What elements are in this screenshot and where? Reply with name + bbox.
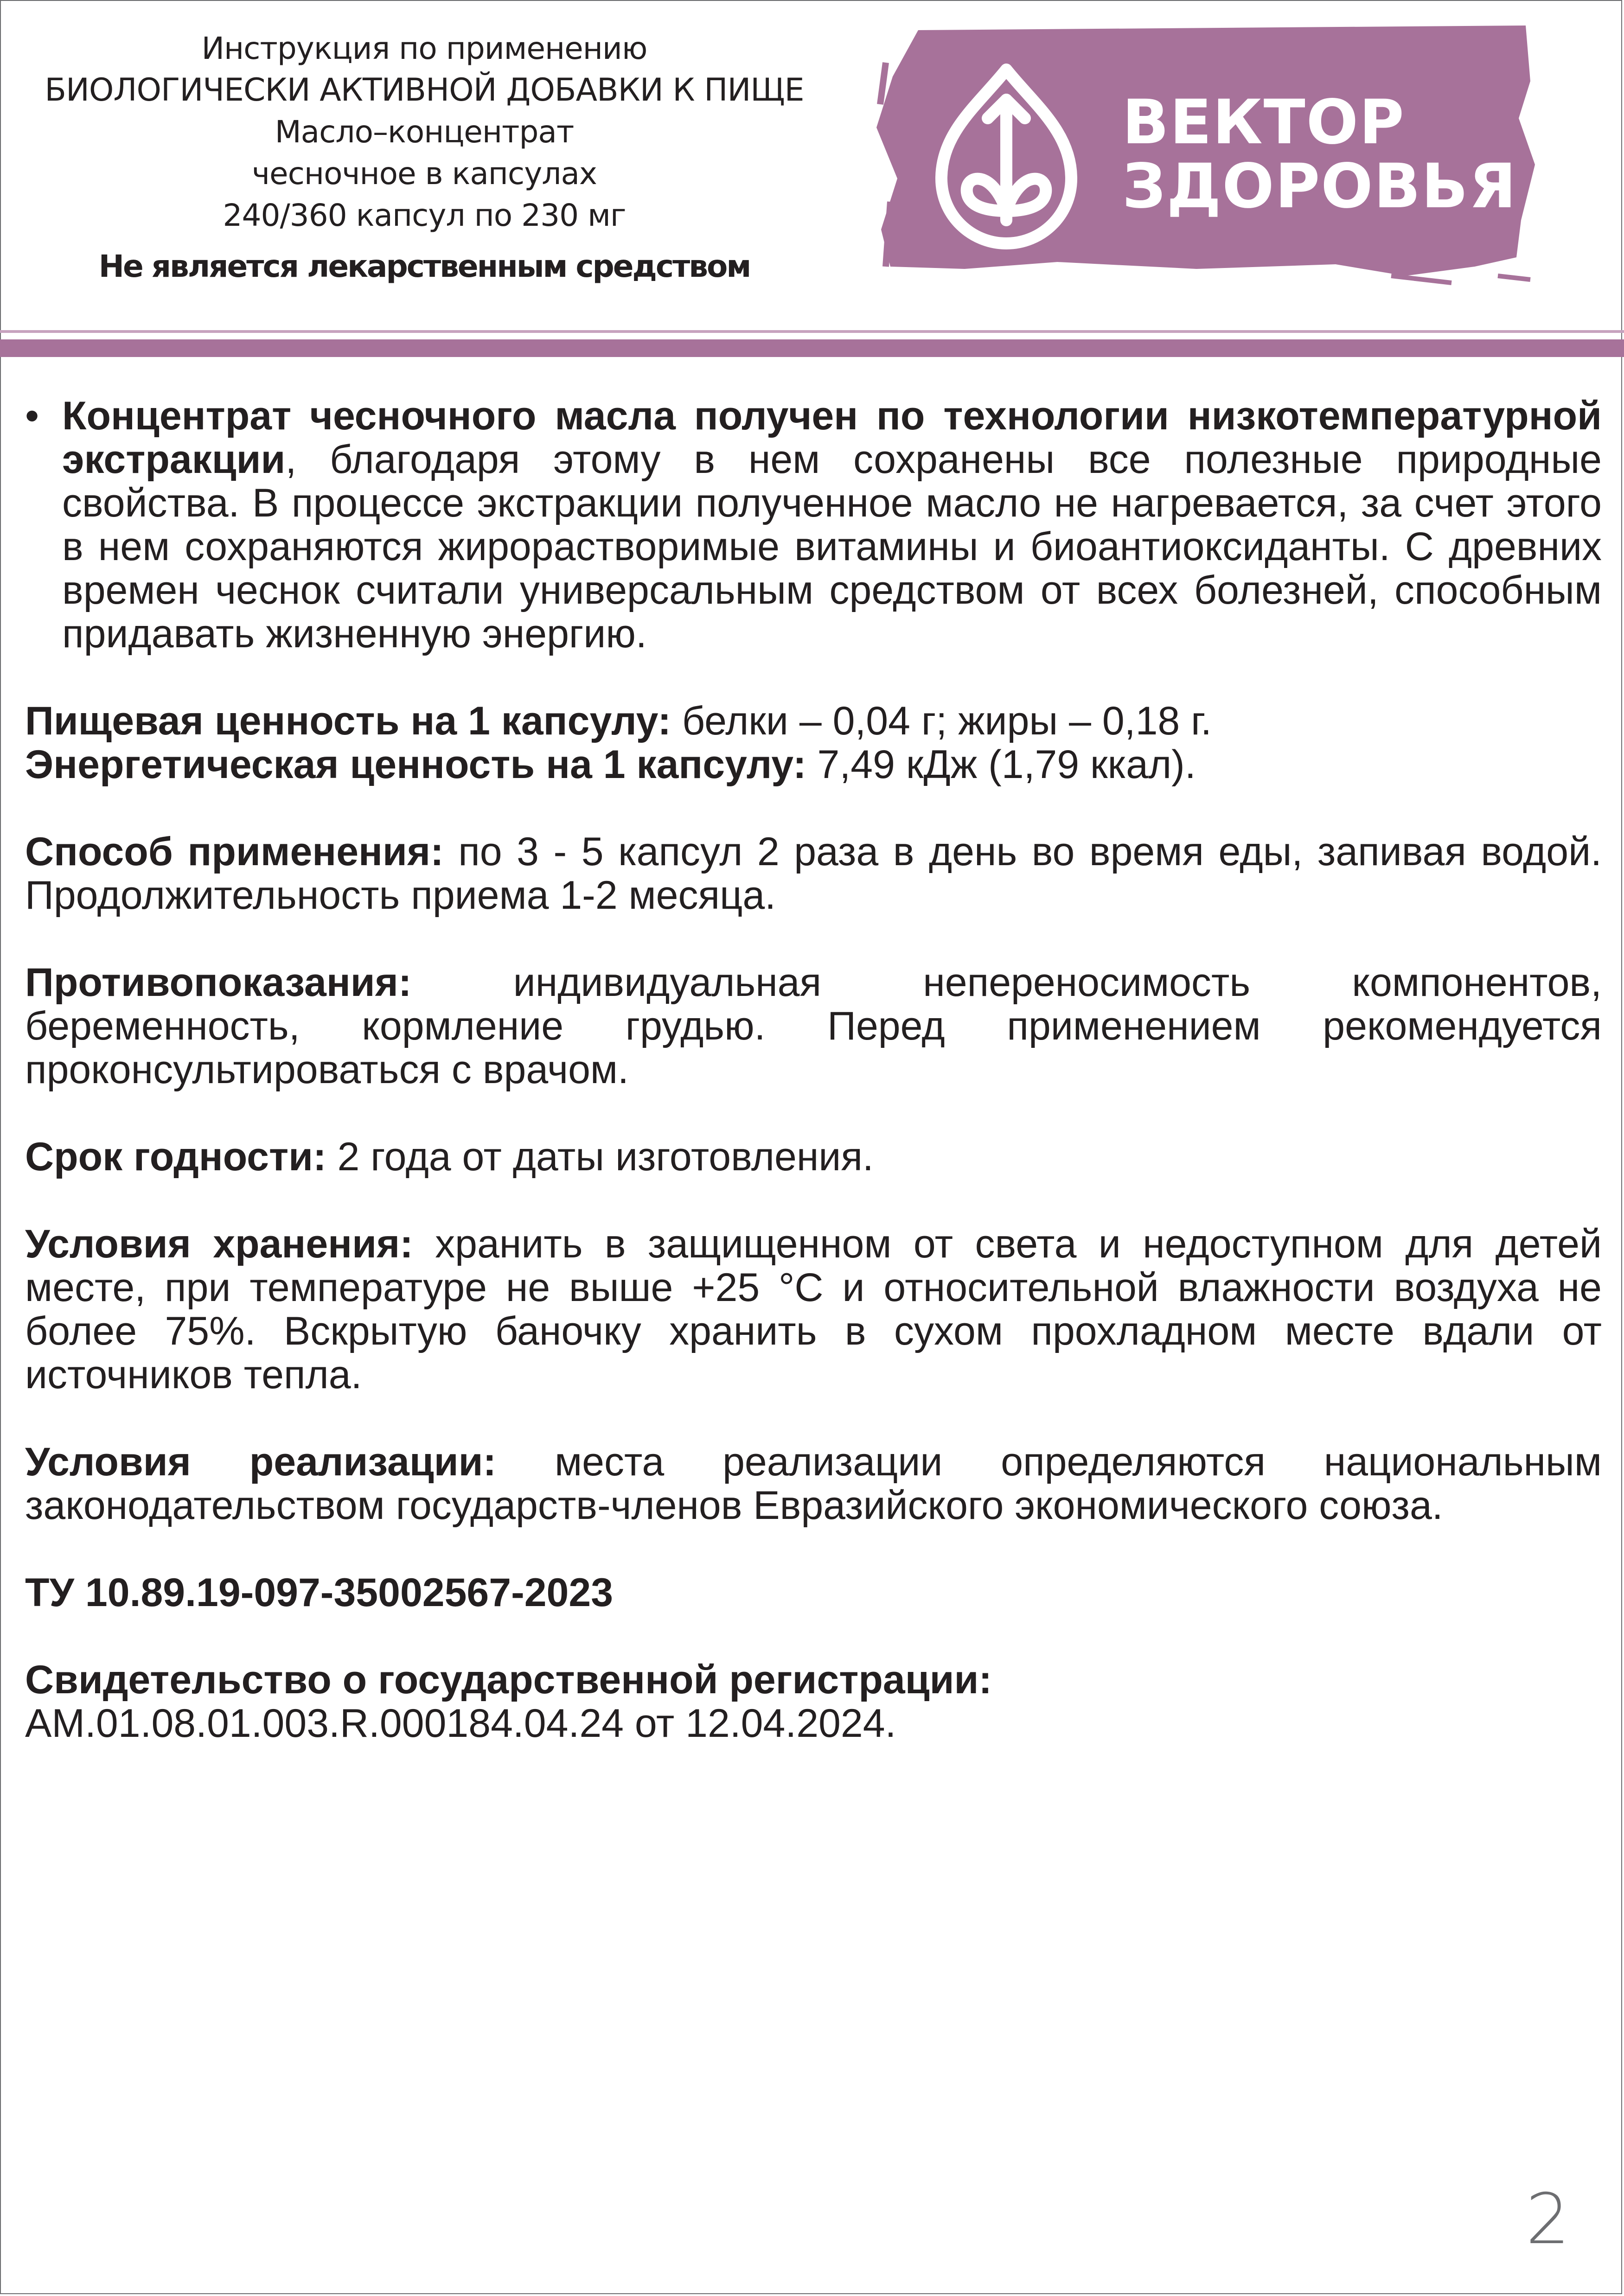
- sale-label: Условия реализации:: [25, 1440, 497, 1484]
- contraindications-value: индивидуальная непереносимость компонентов, беременность, кормление грудью. Перед применением рекомендуется проконсультироваться с врачом.: [25, 960, 1602, 1092]
- contraindications-label: Противопоказания:: [25, 960, 412, 1005]
- intro-paragraph: [25, 394, 1602, 656]
- intro-text: , благодаря этому в нем сохранены все полезные природные свойства. В процессе экстракции полученное масло не нагревается, за счет этого в нем сохраняются жирорастворимые витамины и биоантиоксиданты. С древних времен чеснок считали универсальным средством от всех болезней, способным придавать жизненную энергию.: [62, 437, 1602, 656]
- storage-label: Условия хранения:: [25, 1222, 413, 1266]
- header-line-2: БИОЛОГИЧЕСКИ АКТИВНОЙ ДОБАВКИ К ПИЩЕ: [45, 72, 804, 108]
- header-line-1: Инструкция по применению: [201, 31, 647, 66]
- brand-line-2: ЗДОРОВЬЯ: [1122, 151, 1517, 222]
- shelf-life-value: 2 года от даты изготовления.: [326, 1135, 874, 1179]
- tu-section: [25, 1571, 1602, 1614]
- contraindications-section: [25, 961, 1602, 1091]
- shelf-life-section: [25, 1135, 1602, 1179]
- usage-section: [25, 830, 1602, 917]
- brand-logo: [872, 26, 1558, 285]
- header-line-5: 240/360 капсул по 230 мг: [223, 198, 626, 233]
- usage-label: Способ применения:: [25, 829, 444, 874]
- brand-name: [1122, 87, 1517, 222]
- document-header: [19, 28, 830, 287]
- header-line-4: чесночное в капсулах: [252, 156, 597, 191]
- bullet-marker: •: [25, 394, 39, 438]
- tu-code: ТУ 10.89.19-097-35002567-2023: [25, 1570, 614, 1615]
- registration-value: AM.01.08.01.003.R.000184.04.24 от 12.04.2024.: [25, 1701, 896, 1746]
- nutrition-value: белки – 0,04 г; жиры – 0,18 г.: [671, 699, 1212, 743]
- energy-label: Энергетическая ценность на 1 капсулу:: [25, 742, 806, 787]
- storage-value: хранить в защищенном от света и недоступном для детей месте, при температуре не выше +25 °С и относительной влажности воздуха не более 75%. Вскрытую баночку хранить в сухом прохладном месте вдали от источников тепла.: [25, 1222, 1602, 1397]
- nutrition-label: Пищевая ценность на 1 капсулу:: [25, 699, 671, 743]
- page-number: 2: [1526, 2179, 1570, 2260]
- storage-section: [25, 1222, 1602, 1397]
- header-divider: [0, 339, 1624, 357]
- nutrition-section: [25, 699, 1602, 786]
- brand-line-1: ВЕКТОР: [1122, 87, 1405, 158]
- sale-section: [25, 1440, 1602, 1527]
- instruction-body: [25, 394, 1602, 1789]
- shelf-life-label: Срок годности:: [25, 1135, 326, 1179]
- registration-section: [25, 1658, 1602, 1745]
- header-divider-thin: [0, 330, 1624, 333]
- header-line-3: Масло–концентрат: [275, 114, 574, 150]
- not-a-medicine-note: Не является лекарственным средством: [98, 249, 750, 284]
- energy-value: 7,49 кДж (1,79 ккал).: [806, 742, 1196, 787]
- registration-label: Свидетельство о государственной регистрации:: [25, 1658, 992, 1702]
- usage-value: по 3 - 5 капсул 2 раза в день во время еды, запивая водой. Продолжительность приема 1-2 месяца.: [25, 829, 1602, 918]
- intro-bold: Концентрат чесночного масла получен по технологии низкотемпературной экстракции: [62, 394, 1602, 482]
- sale-value: места реализации определяются национальным законодательством государств-членов Евразийского экономического союза.: [25, 1440, 1602, 1528]
